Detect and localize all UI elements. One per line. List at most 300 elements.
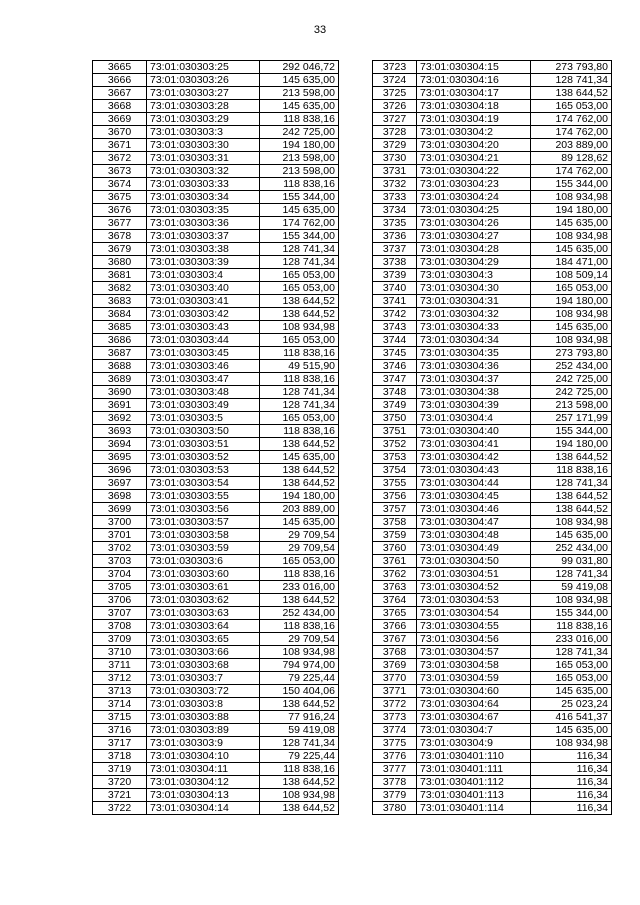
table-row xyxy=(93,633,339,646)
cadastral-number-cell: 73:01:030303:63 xyxy=(147,607,260,620)
cadastral-number-cell: 73:01:030304:18 xyxy=(417,100,531,113)
cadastral-number-cell: 73:01:030304:3 xyxy=(417,269,531,282)
cadastral-number-cell: 73:01:030303:8 xyxy=(147,698,260,711)
cadastral-number-cell: 73:01:030304:20 xyxy=(417,139,531,152)
row-number-cell: 3709 xyxy=(93,633,147,646)
row-number-cell: 3697 xyxy=(93,477,147,490)
table-row xyxy=(373,581,612,594)
cadastral-number-cell: 73:01:030303:39 xyxy=(147,256,260,269)
table-row xyxy=(93,451,339,464)
cadastral-number-cell: 73:01:030303:60 xyxy=(147,568,260,581)
row-number-cell: 3669 xyxy=(93,113,147,126)
row-number-cell: 3702 xyxy=(93,542,147,555)
row-number-cell: 3708 xyxy=(93,620,147,633)
value-cell: 155 344,00 xyxy=(260,191,339,204)
cadastral-number-cell: 73:01:030304:12 xyxy=(147,776,260,789)
value-cell: 108 934,98 xyxy=(531,230,612,243)
cadastral-number-cell: 73:01:030304:60 xyxy=(417,685,531,698)
row-number-cell: 3777 xyxy=(373,763,417,776)
row-number-cell: 3696 xyxy=(93,464,147,477)
row-number-cell: 3727 xyxy=(373,113,417,126)
cadastral-number-cell: 73:01:030304:48 xyxy=(417,529,531,542)
cadastral-number-cell: 73:01:030304:38 xyxy=(417,386,531,399)
table-row xyxy=(93,698,339,711)
cadastral-number-cell: 73:01:030303:36 xyxy=(147,217,260,230)
table-row xyxy=(93,711,339,724)
table-row xyxy=(93,412,339,425)
value-cell: 108 934,98 xyxy=(260,646,339,659)
table-row xyxy=(93,672,339,685)
cadastral-number-cell: 73:01:030304:32 xyxy=(417,308,531,321)
cadastral-number-cell: 73:01:030304:23 xyxy=(417,178,531,191)
cadastral-number-cell: 73:01:030303:66 xyxy=(147,646,260,659)
value-cell: 242 725,00 xyxy=(531,386,612,399)
table-row xyxy=(93,464,339,477)
cadastral-number-cell: 73:01:030303:40 xyxy=(147,282,260,295)
cadastral-number-cell: 73:01:030304:34 xyxy=(417,334,531,347)
value-cell: 252 434,00 xyxy=(260,607,339,620)
table-row xyxy=(93,360,339,373)
row-number-cell: 3744 xyxy=(373,334,417,347)
cadastral-number-cell: 73:01:030304:45 xyxy=(417,490,531,503)
cadastral-number-cell: 73:01:030304:53 xyxy=(417,594,531,607)
table-row xyxy=(373,74,612,87)
row-number-cell: 3666 xyxy=(93,74,147,87)
cadastral-number-cell: 73:01:030303:30 xyxy=(147,139,260,152)
table-row xyxy=(373,256,612,269)
table-row xyxy=(93,282,339,295)
row-number-cell: 3687 xyxy=(93,347,147,360)
table-row xyxy=(373,607,612,620)
table-row xyxy=(373,594,612,607)
value-cell: 118 838,16 xyxy=(260,620,339,633)
table-row xyxy=(373,113,612,126)
row-number-cell: 3764 xyxy=(373,594,417,607)
value-cell: 174 762,00 xyxy=(531,113,612,126)
value-cell: 165 053,00 xyxy=(531,672,612,685)
table-row xyxy=(373,659,612,672)
left-register-table xyxy=(92,60,339,815)
table-row xyxy=(373,503,612,516)
table-row xyxy=(373,386,612,399)
row-number-cell: 3760 xyxy=(373,542,417,555)
cadastral-number-cell: 73:01:030303:47 xyxy=(147,373,260,386)
cadastral-number-cell: 73:01:030303:52 xyxy=(147,451,260,464)
cadastral-number-cell: 73:01:030303:61 xyxy=(147,581,260,594)
cadastral-number-cell: 73:01:030304:33 xyxy=(417,321,531,334)
row-number-cell: 3673 xyxy=(93,165,147,178)
row-number-cell: 3686 xyxy=(93,334,147,347)
right-table-body xyxy=(373,61,612,815)
row-number-cell: 3703 xyxy=(93,555,147,568)
cadastral-number-cell: 73:01:030303:45 xyxy=(147,347,260,360)
value-cell: 128 741,34 xyxy=(260,243,339,256)
table-row xyxy=(373,360,612,373)
cadastral-number-cell: 73:01:030304:19 xyxy=(417,113,531,126)
table-row xyxy=(93,87,339,100)
row-number-cell: 3729 xyxy=(373,139,417,152)
cadastral-number-cell: 73:01:030401:114 xyxy=(417,802,531,815)
value-cell: 128 741,34 xyxy=(260,256,339,269)
row-number-cell: 3750 xyxy=(373,412,417,425)
cadastral-number-cell: 73:01:030303:37 xyxy=(147,230,260,243)
table-row xyxy=(93,386,339,399)
cadastral-number-cell: 73:01:030303:32 xyxy=(147,165,260,178)
table-row xyxy=(93,204,339,217)
cadastral-number-cell: 73:01:030303:88 xyxy=(147,711,260,724)
value-cell: 138 644,52 xyxy=(260,698,339,711)
row-number-cell: 3685 xyxy=(93,321,147,334)
cadastral-number-cell: 73:01:030304:64 xyxy=(417,698,531,711)
table-row xyxy=(373,464,612,477)
cadastral-number-cell: 73:01:030303:89 xyxy=(147,724,260,737)
value-cell: 118 838,16 xyxy=(260,763,339,776)
table-row xyxy=(373,776,612,789)
cadastral-number-cell: 73:01:030304:44 xyxy=(417,477,531,490)
row-number-cell: 3753 xyxy=(373,451,417,464)
row-number-cell: 3674 xyxy=(93,178,147,191)
cadastral-number-cell: 73:01:030304:39 xyxy=(417,399,531,412)
row-number-cell: 3775 xyxy=(373,737,417,750)
row-number-cell: 3716 xyxy=(93,724,147,737)
left-table-body xyxy=(93,61,339,815)
cadastral-number-cell: 73:01:030303:31 xyxy=(147,152,260,165)
table-row xyxy=(93,74,339,87)
value-cell: 252 434,00 xyxy=(531,542,612,555)
row-number-cell: 3691 xyxy=(93,399,147,412)
row-number-cell: 3771 xyxy=(373,685,417,698)
value-cell: 79 225,44 xyxy=(260,672,339,685)
value-cell: 29 709,54 xyxy=(260,529,339,542)
value-cell: 128 741,34 xyxy=(531,568,612,581)
cadastral-number-cell: 73:01:030304:35 xyxy=(417,347,531,360)
row-number-cell: 3741 xyxy=(373,295,417,308)
cadastral-number-cell: 73:01:030303:6 xyxy=(147,555,260,568)
value-cell: 108 934,98 xyxy=(260,321,339,334)
row-number-cell: 3695 xyxy=(93,451,147,464)
table-row xyxy=(93,555,339,568)
row-number-cell: 3751 xyxy=(373,425,417,438)
row-number-cell: 3774 xyxy=(373,724,417,737)
table-row xyxy=(373,724,612,737)
row-number-cell: 3701 xyxy=(93,529,147,542)
table-row xyxy=(373,308,612,321)
table-row xyxy=(93,789,339,802)
value-cell: 118 838,16 xyxy=(260,425,339,438)
row-number-cell: 3780 xyxy=(373,802,417,815)
table-row xyxy=(373,750,612,763)
row-number-cell: 3737 xyxy=(373,243,417,256)
cadastral-number-cell: 73:01:030303:57 xyxy=(147,516,260,529)
table-row xyxy=(373,763,612,776)
value-cell: 165 053,00 xyxy=(260,269,339,282)
row-number-cell: 3769 xyxy=(373,659,417,672)
value-cell: 118 838,16 xyxy=(260,347,339,360)
cadastral-number-cell: 73:01:030303:4 xyxy=(147,269,260,282)
value-cell: 108 934,98 xyxy=(531,516,612,529)
row-number-cell: 3757 xyxy=(373,503,417,516)
row-number-cell: 3672 xyxy=(93,152,147,165)
table-row xyxy=(373,685,612,698)
row-number-cell: 3776 xyxy=(373,750,417,763)
row-number-cell: 3752 xyxy=(373,438,417,451)
table-row xyxy=(373,178,612,191)
value-cell: 59 419,08 xyxy=(531,581,612,594)
value-cell: 77 916,24 xyxy=(260,711,339,724)
cadastral-number-cell: 73:01:030303:68 xyxy=(147,659,260,672)
page-number: 33 xyxy=(313,24,327,36)
value-cell: 116,34 xyxy=(531,763,612,776)
value-cell: 145 635,00 xyxy=(260,451,339,464)
cadastral-number-cell: 73:01:030303:50 xyxy=(147,425,260,438)
value-cell: 89 128,62 xyxy=(531,152,612,165)
table-row xyxy=(93,646,339,659)
table-row xyxy=(93,490,339,503)
row-number-cell: 3762 xyxy=(373,568,417,581)
row-number-cell: 3743 xyxy=(373,321,417,334)
cadastral-number-cell: 73:01:030304:28 xyxy=(417,243,531,256)
row-number-cell: 3705 xyxy=(93,581,147,594)
value-cell: 138 644,52 xyxy=(260,464,339,477)
table-row xyxy=(373,672,612,685)
row-number-cell: 3779 xyxy=(373,789,417,802)
cadastral-number-cell: 73:01:030303:5 xyxy=(147,412,260,425)
table-row xyxy=(373,568,612,581)
row-number-cell: 3694 xyxy=(93,438,147,451)
cadastral-number-cell: 73:01:030304:57 xyxy=(417,646,531,659)
cadastral-number-cell: 73:01:030304:2 xyxy=(417,126,531,139)
table-row xyxy=(373,633,612,646)
value-cell: 145 635,00 xyxy=(531,217,612,230)
row-number-cell: 3739 xyxy=(373,269,417,282)
row-number-cell: 3766 xyxy=(373,620,417,633)
cadastral-number-cell: 73:01:030304:31 xyxy=(417,295,531,308)
value-cell: 794 974,00 xyxy=(260,659,339,672)
table-row xyxy=(93,503,339,516)
cadastral-number-cell: 73:01:030304:36 xyxy=(417,360,531,373)
table-row xyxy=(93,685,339,698)
value-cell: 118 838,16 xyxy=(260,568,339,581)
table-row xyxy=(373,321,612,334)
table-row xyxy=(373,152,612,165)
value-cell: 165 053,00 xyxy=(260,334,339,347)
table-row xyxy=(93,425,339,438)
cadastral-number-cell: 73:01:030304:37 xyxy=(417,373,531,386)
table-row xyxy=(373,243,612,256)
row-number-cell: 3676 xyxy=(93,204,147,217)
table-row xyxy=(373,490,612,503)
value-cell: 108 934,98 xyxy=(531,594,612,607)
value-cell: 59 419,08 xyxy=(260,724,339,737)
row-number-cell: 3689 xyxy=(93,373,147,386)
value-cell: 108 934,98 xyxy=(260,789,339,802)
cadastral-number-cell: 73:01:030401:112 xyxy=(417,776,531,789)
table-row xyxy=(93,659,339,672)
value-cell: 155 344,00 xyxy=(531,607,612,620)
value-cell: 213 598,00 xyxy=(260,152,339,165)
table-row xyxy=(373,542,612,555)
row-number-cell: 3738 xyxy=(373,256,417,269)
value-cell: 79 225,44 xyxy=(260,750,339,763)
cadastral-number-cell: 73:01:030304:4 xyxy=(417,412,531,425)
row-number-cell: 3667 xyxy=(93,87,147,100)
cadastral-number-cell: 73:01:030303:54 xyxy=(147,477,260,490)
value-cell: 145 635,00 xyxy=(260,74,339,87)
table-row xyxy=(93,217,339,230)
value-cell: 108 934,98 xyxy=(531,308,612,321)
row-number-cell: 3758 xyxy=(373,516,417,529)
value-cell: 145 635,00 xyxy=(260,100,339,113)
value-cell: 155 344,00 xyxy=(531,425,612,438)
cadastral-number-cell: 73:01:030304:29 xyxy=(417,256,531,269)
row-number-cell: 3712 xyxy=(93,672,147,685)
table-row xyxy=(93,191,339,204)
value-cell: 128 741,34 xyxy=(531,477,612,490)
value-cell: 99 031,80 xyxy=(531,555,612,568)
table-row xyxy=(93,542,339,555)
cadastral-number-cell: 73:01:030304:11 xyxy=(147,763,260,776)
right-register-table xyxy=(372,60,612,815)
cadastral-number-cell: 73:01:030304:47 xyxy=(417,516,531,529)
value-cell: 128 741,34 xyxy=(260,386,339,399)
cadastral-number-cell: 73:01:030304:16 xyxy=(417,74,531,87)
value-cell: 150 404,06 xyxy=(260,685,339,698)
value-cell: 128 741,34 xyxy=(531,646,612,659)
row-number-cell: 3730 xyxy=(373,152,417,165)
table-row xyxy=(373,347,612,360)
value-cell: 116,34 xyxy=(531,789,612,802)
cadastral-number-cell: 73:01:030304:13 xyxy=(147,789,260,802)
table-row xyxy=(373,334,612,347)
cadastral-number-cell: 73:01:030304:26 xyxy=(417,217,531,230)
row-number-cell: 3770 xyxy=(373,672,417,685)
cadastral-number-cell: 73:01:030304:52 xyxy=(417,581,531,594)
value-cell: 165 053,00 xyxy=(531,100,612,113)
value-cell: 128 741,34 xyxy=(260,399,339,412)
value-cell: 292 046,72 xyxy=(260,61,339,74)
value-cell: 118 838,16 xyxy=(531,620,612,633)
cadastral-number-cell: 73:01:030303:41 xyxy=(147,295,260,308)
table-row xyxy=(373,698,612,711)
row-number-cell: 3668 xyxy=(93,100,147,113)
cadastral-number-cell: 73:01:030303:51 xyxy=(147,438,260,451)
table-row xyxy=(373,802,612,815)
cadastral-number-cell: 73:01:030304:50 xyxy=(417,555,531,568)
row-number-cell: 3682 xyxy=(93,282,147,295)
row-number-cell: 3763 xyxy=(373,581,417,594)
table-row xyxy=(93,256,339,269)
table-row xyxy=(93,230,339,243)
cadastral-number-cell: 73:01:030304:59 xyxy=(417,672,531,685)
value-cell: 416 541,37 xyxy=(531,711,612,724)
table-row xyxy=(373,87,612,100)
row-number-cell: 3680 xyxy=(93,256,147,269)
row-number-cell: 3671 xyxy=(93,139,147,152)
table-row xyxy=(93,178,339,191)
table-row xyxy=(93,347,339,360)
value-cell: 116,34 xyxy=(531,802,612,815)
row-number-cell: 3748 xyxy=(373,386,417,399)
cadastral-number-cell: 73:01:030304:43 xyxy=(417,464,531,477)
row-number-cell: 3728 xyxy=(373,126,417,139)
table-row xyxy=(93,165,339,178)
cadastral-number-cell: 73:01:030304:7 xyxy=(417,724,531,737)
row-number-cell: 3711 xyxy=(93,659,147,672)
row-number-cell: 3690 xyxy=(93,386,147,399)
value-cell: 118 838,16 xyxy=(531,464,612,477)
table-row xyxy=(93,61,339,74)
row-number-cell: 3747 xyxy=(373,373,417,386)
table-row xyxy=(373,425,612,438)
cadastral-number-cell: 73:01:030304:24 xyxy=(417,191,531,204)
value-cell: 29 709,54 xyxy=(260,542,339,555)
row-number-cell: 3759 xyxy=(373,529,417,542)
value-cell: 138 644,52 xyxy=(260,295,339,308)
cadastral-number-cell: 73:01:030303:28 xyxy=(147,100,260,113)
row-number-cell: 3699 xyxy=(93,503,147,516)
cadastral-number-cell: 73:01:030304:17 xyxy=(417,87,531,100)
cadastral-number-cell: 73:01:030303:3 xyxy=(147,126,260,139)
row-number-cell: 3726 xyxy=(373,100,417,113)
cadastral-number-cell: 73:01:030303:9 xyxy=(147,737,260,750)
row-number-cell: 3704 xyxy=(93,568,147,581)
row-number-cell: 3746 xyxy=(373,360,417,373)
row-number-cell: 3679 xyxy=(93,243,147,256)
value-cell: 165 053,00 xyxy=(531,282,612,295)
row-number-cell: 3734 xyxy=(373,204,417,217)
cadastral-number-cell: 73:01:030304:22 xyxy=(417,165,531,178)
table-row xyxy=(93,529,339,542)
row-number-cell: 3735 xyxy=(373,217,417,230)
value-cell: 213 598,00 xyxy=(260,87,339,100)
row-number-cell: 3732 xyxy=(373,178,417,191)
value-cell: 145 635,00 xyxy=(531,529,612,542)
table-row xyxy=(93,126,339,139)
table-row xyxy=(93,802,339,815)
cadastral-number-cell: 73:01:030303:38 xyxy=(147,243,260,256)
row-number-cell: 3722 xyxy=(93,802,147,815)
row-number-cell: 3755 xyxy=(373,477,417,490)
row-number-cell: 3721 xyxy=(93,789,147,802)
table-row xyxy=(373,282,612,295)
value-cell: 29 709,54 xyxy=(260,633,339,646)
value-cell: 194 180,00 xyxy=(260,139,339,152)
row-number-cell: 3740 xyxy=(373,282,417,295)
value-cell: 155 344,00 xyxy=(260,230,339,243)
table-row xyxy=(373,204,612,217)
value-cell: 184 471,00 xyxy=(531,256,612,269)
row-number-cell: 3678 xyxy=(93,230,147,243)
row-number-cell: 3723 xyxy=(373,61,417,74)
cadastral-number-cell: 73:01:030304:51 xyxy=(417,568,531,581)
cadastral-number-cell: 73:01:030304:21 xyxy=(417,152,531,165)
row-number-cell: 3719 xyxy=(93,763,147,776)
cadastral-number-cell: 73:01:030303:29 xyxy=(147,113,260,126)
table-row xyxy=(93,477,339,490)
value-cell: 108 509,14 xyxy=(531,269,612,282)
cadastral-number-cell: 73:01:030304:42 xyxy=(417,451,531,464)
table-row xyxy=(373,126,612,139)
cadastral-number-cell: 73:01:030303:42 xyxy=(147,308,260,321)
value-cell: 145 635,00 xyxy=(531,724,612,737)
table-row xyxy=(373,451,612,464)
cadastral-number-cell: 73:01:030303:64 xyxy=(147,620,260,633)
value-cell: 138 644,52 xyxy=(260,477,339,490)
value-cell: 118 838,16 xyxy=(260,113,339,126)
table-row xyxy=(93,321,339,334)
value-cell: 194 180,00 xyxy=(531,438,612,451)
cadastral-number-cell: 73:01:030401:111 xyxy=(417,763,531,776)
